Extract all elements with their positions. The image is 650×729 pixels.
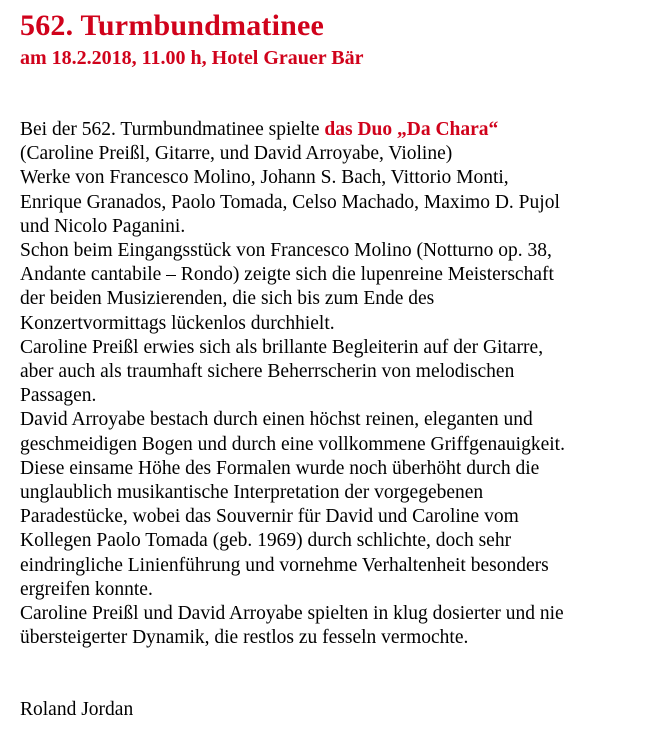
article-line: Diese einsame Höhe des Formalen wurde noch überhöht durch die	[20, 457, 540, 479]
document	[20, 8, 640, 649]
article-line: (Caroline Preißl, Gitarre, und David Arroyabe, Violine)	[20, 143, 453, 165]
article-body	[20, 118, 640, 650]
article-line: und Nicolo Paganini.	[20, 215, 186, 237]
author-signature: Roland Jordan	[20, 699, 134, 720]
article-line: Enrique Granados, Paolo Tomada, Celso Machado, Maximo D. Pujol	[20, 191, 560, 213]
article-line: Werke von Francesco Molino, Johann S. Bach, Vittorio Monti,	[20, 167, 509, 189]
article-line: Konzertvormittags lückenlos durchhielt.	[20, 312, 335, 334]
article-line: unglaublich musikantische Interpretation der vorgegebenen	[20, 482, 484, 504]
article-line: Paradestücke, wobei das Souvernir für David und Caroline vom	[20, 506, 519, 528]
ensemble-name: das Duo „Da Chara“	[324, 119, 499, 140]
article-line: übersteigerter Dynamik, die restlos zu fesseln vermochte.	[20, 627, 469, 649]
article-line: ergreifen konnte.	[20, 578, 153, 600]
article-line: Passagen.	[20, 385, 97, 407]
event-subtitle: am 18.2.2018, 11.00 h, Hotel Grauer Bär	[20, 47, 364, 69]
article-line: Caroline Preißl erwies sich als brillante Begleiterin auf der Gitarre,	[20, 336, 544, 358]
article-line: Schon beim Eingangsstück von Francesco Molino (Notturno op. 38,	[20, 240, 552, 262]
article-line: der beiden Musizierenden, die sich bis zum Ende des	[20, 288, 435, 310]
article-line-1-text: Bei der 562. Turmbundmatinee spielte	[20, 119, 325, 140]
page-title: 562. Turmbundmatinee	[20, 9, 325, 42]
article-line: Andante cantabile – Rondo) zeigte sich die lupenreine Meisterschaft	[20, 264, 554, 286]
article-line: geschmeidigen Bogen und durch eine vollkommene Griffgenauigkeit.	[20, 433, 565, 455]
article-line-1	[20, 118, 640, 142]
article-line: aber auch als traumhaft sichere Beherrscherin von melodischen	[20, 361, 515, 383]
article-line: David Arroyabe bestach durch einen höchst reinen, eleganten und	[20, 409, 533, 431]
article-line: eindringliche Linienführung und vornehme Verhaltenheit besonders	[20, 554, 549, 576]
article-line: Caroline Preißl und David Arroyabe spielten in klug dosierter und nie	[20, 603, 564, 625]
article-line: Kollegen Paolo Tomada (geb. 1969) durch schlichte, doch sehr	[20, 530, 512, 552]
